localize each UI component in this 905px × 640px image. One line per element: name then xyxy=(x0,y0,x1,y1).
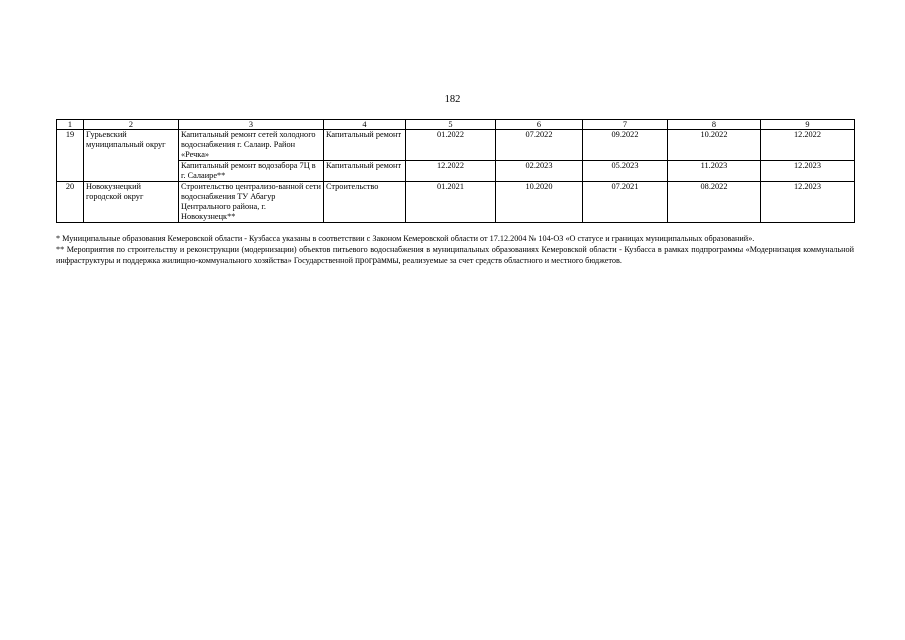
column-header: 1 xyxy=(57,120,84,130)
object-cell: Капитальный ремонт водозабора 7Ц в г. Салаире** xyxy=(179,161,324,182)
column-header: 3 xyxy=(179,120,324,130)
date-cell: 12.2022 xyxy=(406,161,496,182)
column-header: 2 xyxy=(84,120,179,130)
footnote-measures xyxy=(56,245,854,267)
date-cell: 05.2023 xyxy=(583,161,668,182)
date-cell: 01.2021 xyxy=(406,182,496,223)
date-cell: 09.2022 xyxy=(583,130,668,161)
date-cell: 07.2021 xyxy=(583,182,668,223)
table-row xyxy=(57,182,855,223)
date-cell: 01.2022 xyxy=(406,130,496,161)
footnote-municipalities: * Муниципальные образования Кемеровской области - Кузбасса указаны в соответствии с Законом Кемеровской области от 17.12.2004 № 104-ОЗ «О статусе и границах муниципальных образований». xyxy=(56,234,755,243)
row-number: 19 xyxy=(57,130,84,182)
column-header: 5 xyxy=(406,120,496,130)
date-cell: 10.2022 xyxy=(668,130,761,161)
work-type-cell: Строительство xyxy=(324,182,406,223)
date-cell: 02.2023 xyxy=(496,161,583,182)
column-header: 9 xyxy=(761,120,855,130)
date-cell: 10.2020 xyxy=(496,182,583,223)
table-row xyxy=(57,130,855,161)
data-table xyxy=(56,119,855,223)
footnote-measures-text: ** Мероприятия по строительству и реконструкции (модернизации) объектов питьевого водоснабжения в муниципальных образованиях Кемеровской области - Кузбасса в рамках подпрограммы «Модернизация коммунальной инфраструктуры и поддержка жилищно-коммунального хозяйства» Государственной xyxy=(56,244,854,265)
date-cell: 12.2023 xyxy=(761,182,855,223)
object-cell: Капитальный ремонт сетей холодного водоснабжения г. Салаир. Район «Речка» xyxy=(179,130,324,161)
municipality-cell: Гурьевский муниципальный округ xyxy=(84,130,179,182)
header-row xyxy=(57,120,855,130)
row-number: 20 xyxy=(57,182,84,223)
column-header: 7 xyxy=(583,120,668,130)
date-cell: 08.2022 xyxy=(668,182,761,223)
date-cell: 12.2022 xyxy=(761,130,855,161)
column-header: 4 xyxy=(324,120,406,130)
column-header: 8 xyxy=(668,120,761,130)
date-cell: 07.2022 xyxy=(496,130,583,161)
footnote-measures-emphasis: программы xyxy=(355,255,399,265)
object-cell: Строительство централизо-ванной сети водоснабжения ТУ Абагур Центрального района, г. Новокузнецк** xyxy=(179,182,324,223)
date-cell: 11.2023 xyxy=(668,161,761,182)
work-type-cell: Капитальный ремонт xyxy=(324,130,406,161)
date-cell: 12.2023 xyxy=(761,161,855,182)
work-type-cell: Капитальный ремонт xyxy=(324,161,406,182)
page-number: 182 xyxy=(444,94,461,105)
footnote-measures-end: , реализуемые за счет средств областного и местного бюджетов. xyxy=(398,256,622,265)
municipality-cell: Новокузнецкий городской округ xyxy=(84,182,179,223)
footnotes xyxy=(56,234,854,267)
column-header: 6 xyxy=(496,120,583,130)
